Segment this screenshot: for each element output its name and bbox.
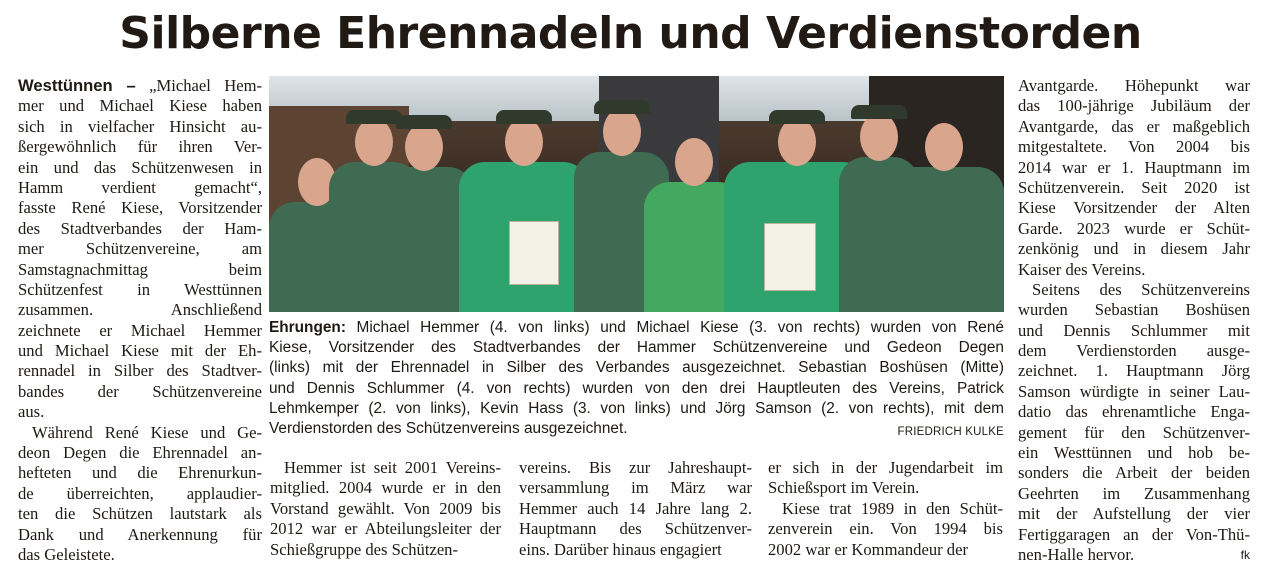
hat	[346, 110, 402, 124]
text-line-content: mitglied. 2004 wurde er in den	[270, 478, 501, 498]
photo-credit: FRIEDRICH KULKE	[897, 425, 1004, 438]
text-line-content: 2012 war er Abteilungsleiter der	[270, 519, 501, 539]
text-line	[18, 260, 262, 280]
text-line-content: Dank und Anerkennung für	[18, 524, 262, 544]
text-line-content: Hemmer ist seit 2001 Vereins-	[284, 458, 501, 477]
article-photo	[269, 76, 1004, 312]
text-line	[1018, 158, 1250, 178]
text-line-content: Vorstand gewählt. Von 2009 bis	[270, 498, 501, 518]
text-line-content: Kaiser des Vereins.	[1018, 259, 1146, 279]
text-line	[18, 76, 262, 96]
text-line-content: Fertiggaragen an der Von-Thü-	[1018, 524, 1250, 544]
text-line-content: das Geleistete.	[18, 544, 115, 564]
text-line-content: zenkönig und in diesem Jahr	[1018, 239, 1250, 259]
caption-text: Kiese, Vorsitzender des Stadtverbandes der Hammer Schützenvereine und Gedeon Degen	[269, 339, 1004, 357]
text-line-content: zeichnete er Michael Hemmer	[18, 320, 262, 340]
text-line	[18, 280, 262, 300]
text-line	[519, 458, 752, 478]
text-line-content: Avantgarde. Höhepunkt war	[1018, 76, 1250, 95]
text-line-content: Avantgarde, das er maßgeblich	[1018, 116, 1250, 136]
text-line	[768, 499, 1003, 519]
text-line-content: nen-Halle hervor.	[1018, 544, 1135, 564]
article-column-bottom-1	[270, 458, 501, 560]
text-line-content: „Michael Hem-	[149, 76, 263, 95]
text-line	[18, 158, 262, 178]
text-line	[519, 478, 752, 498]
caption-lead: Ehrungen:	[269, 319, 346, 336]
text-line-content: mitgestaltete. Von 2004 bis	[1018, 137, 1250, 157]
text-line	[1018, 198, 1250, 218]
text-line-content: Garde. 2023 wurde er Schüt-	[1018, 218, 1250, 238]
text-line-content: mer Schützenvereine, am	[18, 239, 262, 259]
text-line	[18, 423, 262, 443]
text-line	[18, 443, 262, 463]
caption-line	[269, 399, 1004, 419]
text-line-content: mer und Michael Kiese haben	[18, 96, 262, 116]
text-line-content: ßergewöhnlich für ihren Ver-	[18, 137, 262, 157]
text-line	[519, 519, 752, 539]
hat	[594, 100, 650, 114]
text-line-content: ein und das Schützenwesen in	[18, 157, 262, 177]
text-line	[270, 519, 501, 539]
text-line-content: versammlung im März war	[519, 478, 752, 498]
text-line-content: Hauptmann des Schützenver-	[519, 519, 752, 539]
text-line-content: de überreichten, applaudier-	[18, 483, 262, 503]
text-line-content: deon Degen die Ehrennadel an-	[18, 443, 262, 463]
text-line-content: mit der Aufstellung der vier	[1018, 504, 1250, 524]
text-line-content: er sich in der Jugendarbeit im	[768, 458, 1003, 477]
certificate	[509, 221, 559, 285]
text-line-content: 2002 war er Kommandeur der	[768, 539, 968, 559]
text-line-content: rennadel in Silber des Stadtver-	[18, 361, 262, 381]
person-head	[675, 138, 713, 186]
text-line	[1018, 300, 1250, 320]
text-line	[519, 499, 752, 519]
text-line	[1018, 504, 1250, 524]
text-line	[1018, 321, 1250, 341]
text-line	[270, 478, 501, 498]
text-line-content: Hemmer auch 14 Jahre lang 2.	[519, 498, 752, 518]
text-line	[18, 484, 262, 504]
text-line-content: des Stadtverbandes der Ham-	[18, 218, 262, 238]
text-line	[18, 545, 262, 565]
person-head	[505, 118, 543, 166]
text-line-content: Samson würdigte in seiner Lau-	[1018, 381, 1250, 401]
text-line	[1018, 178, 1250, 198]
text-line-content: zeichnet. 1. Hauptmann Jörg	[1018, 361, 1250, 381]
text-line	[270, 499, 501, 519]
text-line	[1018, 443, 1250, 463]
text-line	[1018, 525, 1250, 545]
text-line-content: Geehrten im Zusammenhang	[1018, 483, 1250, 503]
text-line-content: eins. Darüber hinaus engagiert	[519, 539, 722, 559]
text-line-content: Schützenfest in Westtünnen	[18, 279, 262, 299]
headline: Silberne Ehrennadeln und Verdienstorden	[119, 8, 1142, 59]
caption-line	[269, 318, 1004, 338]
text-line	[1018, 423, 1250, 443]
hat	[496, 110, 552, 124]
text-line	[18, 382, 262, 402]
text-line	[768, 519, 1003, 539]
text-line-content: Schießgruppe des Schützen-	[270, 539, 459, 559]
text-line	[1018, 137, 1250, 157]
caption-text: Michael Hemmer (4. von links) und Michael Kiese (3. von rechts) wurden von René	[345, 319, 1004, 336]
dateline: Westtünnen –	[18, 76, 136, 95]
text-line-content: aus.	[18, 402, 45, 422]
certificate	[764, 223, 816, 291]
hat	[769, 110, 825, 124]
article-column-left	[18, 76, 262, 565]
text-line	[18, 361, 262, 381]
text-line-content: ein Westtünnen und hob be-	[1018, 443, 1250, 463]
text-line	[18, 96, 262, 116]
text-line-content: sonders die Arbeit der beiden	[1018, 463, 1250, 483]
text-line	[1018, 239, 1250, 259]
text-line-content: gement für den Schützenver-	[1018, 422, 1250, 442]
text-line	[18, 525, 262, 545]
person-head	[355, 118, 393, 166]
caption-line	[269, 338, 1004, 358]
text-line-content: ten die Schützen lautstark als	[18, 504, 262, 524]
article-column-right	[1018, 76, 1250, 565]
text-line-content: zusammen. Anschließend	[18, 300, 262, 320]
text-line	[1018, 76, 1250, 96]
caption-line	[269, 379, 1004, 399]
hat	[396, 115, 452, 129]
text-line-content: und Michael Kiese mit der Eh-	[18, 341, 262, 361]
text-line	[1018, 545, 1250, 565]
text-line	[18, 463, 262, 483]
text-line	[1018, 402, 1250, 422]
caption-text: (links) mit der Ehrennadel in Silber des Verbandes ausgezeichnet. Sebastian Boshüsen (Mitte)	[269, 359, 1004, 377]
person-head	[860, 113, 898, 161]
text-line	[768, 458, 1003, 478]
caption-text: Lehmkemper (2. von links), Kevin Hass (3. von links) und Jörg Samson (2. von rechts), mit dem	[269, 399, 1004, 417]
text-line	[1018, 463, 1250, 483]
text-line-content: hefteten und die Ehrenurkun-	[18, 463, 262, 483]
caption-text: und Dennis Schlummer (4. von rechts) wurden von den drei Hauptleuten des Vereins, Patrick	[269, 379, 1004, 397]
caption-line	[269, 419, 1004, 439]
text-line-content: wurden Sebastian Boshüsen	[1018, 300, 1250, 320]
text-line-content: Schießsport im Verein.	[768, 478, 920, 498]
text-line-content: Kiese Vorsitzender der Alten	[1018, 198, 1250, 218]
text-line	[18, 239, 262, 259]
text-line	[18, 321, 262, 341]
person	[884, 167, 1004, 312]
text-line	[18, 300, 262, 320]
text-line	[1018, 96, 1250, 116]
text-line	[18, 504, 262, 524]
person-head	[925, 123, 963, 171]
text-line-content: sich in vielfacher Hinsicht au-	[18, 116, 262, 136]
article-column-bottom-3	[768, 458, 1003, 560]
text-line	[18, 402, 262, 422]
text-line-content: Samstagnachmittag beim	[18, 259, 262, 279]
text-line	[270, 540, 501, 560]
caption-line	[269, 358, 1004, 378]
text-line	[768, 478, 1003, 498]
hat	[851, 105, 907, 119]
person-head	[778, 118, 816, 166]
text-line-content: vereins. Bis zur Jahreshaupt-	[519, 458, 752, 477]
text-line	[18, 219, 262, 239]
text-line	[768, 540, 1003, 560]
text-line-content: fasste René Kiese, Vorsitzender	[18, 198, 262, 218]
text-line-content: Seitens des Schützenvereins	[1032, 279, 1250, 299]
author-initials: fk	[1240, 547, 1250, 562]
text-line	[1018, 341, 1250, 361]
text-line-content: zenverein ein. Von 1994 bis	[768, 519, 1003, 539]
text-line	[1018, 219, 1250, 239]
text-line	[18, 198, 262, 218]
person-head	[603, 108, 641, 156]
text-line	[18, 341, 262, 361]
caption-text: Verdienstorden des Schützenvereins ausgezeichnet.	[269, 419, 628, 437]
text-line	[1018, 361, 1250, 381]
text-line-content: dem Verdienstorden ausge-	[1018, 341, 1250, 361]
text-line	[18, 178, 262, 198]
person-head	[405, 123, 443, 171]
text-line-content: und Dennis Schlummer mit	[1018, 320, 1250, 340]
text-line-content: 2014 war er 1. Hauptmann im	[1018, 157, 1250, 177]
text-line-content: das 100-jährige Jubiläum der	[1018, 96, 1250, 116]
text-line	[1018, 484, 1250, 504]
text-line-content: Während René Kiese und Ge-	[32, 422, 262, 442]
text-line	[1018, 382, 1250, 402]
text-line	[1018, 260, 1250, 280]
photo-caption	[269, 318, 1004, 442]
article-column-bottom-2	[519, 458, 752, 560]
text-line	[18, 137, 262, 157]
text-line-content: bandes der Schützenvereine	[18, 381, 262, 401]
text-line	[519, 540, 752, 560]
text-line-content: datio das ehrenamtliche Enga-	[1018, 402, 1250, 422]
text-line-content: Hamm verdient gemacht“,	[18, 177, 262, 197]
text-line-content: Schützenverein. Seit 2020 ist	[1018, 177, 1250, 197]
text-line-content: Kiese trat 1989 in den Schüt-	[782, 498, 1003, 518]
text-line	[1018, 117, 1250, 137]
text-line	[18, 117, 262, 137]
text-line	[270, 458, 501, 478]
text-line	[1018, 280, 1250, 300]
